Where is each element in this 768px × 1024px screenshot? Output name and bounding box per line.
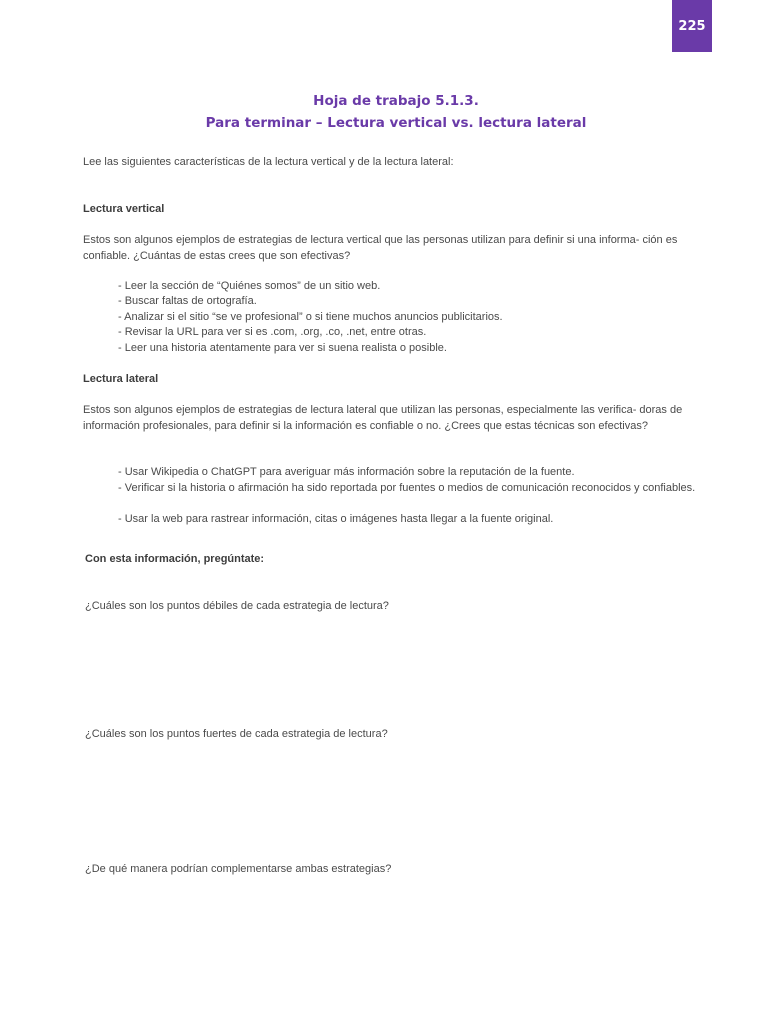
lateral-list-item: - Usar Wikipedia o ChatGPT para averiguar más información sobre la reputación de la fuente.: [118, 466, 575, 478]
lateral-list-item: - Verificar si la historia o afirmación ha sido reportada por fuentes o medios de comunicación reconocidos y confiables.: [118, 482, 696, 494]
vertical-list-item: - Buscar faltas de ortografía.: [118, 295, 257, 307]
vertical-heading: Lectura vertical: [83, 203, 165, 215]
vertical-list-item: - Leer una historia atentamente para ver si suena realista o posible.: [118, 342, 447, 354]
intro-text: Lee las siguientes características de la lectura vertical y de la lectura lateral:: [83, 156, 454, 168]
questions-heading: Con esta información, pregúntate:: [85, 553, 265, 565]
lateral-paragraph: Estos son algunos ejemplos de estrategias de lectura lateral que utilizan las personas, especialmente las verifica- doras de información profesionales, para definir si la información es confiable o no. ¿Crees que estas técnicas son efectivas?: [83, 404, 683, 432]
lateral-list-item: - Usar la web para rastrear información, citas o imágenes hasta llegar a la fuente original.: [118, 513, 554, 525]
vertical-paragraph: Estos son algunos ejemplos de estrategias de lectura vertical que las personas utilizan para definir si una informa- ción es confiable. ¿Cuántas de estas crees que son efectivas?: [83, 234, 678, 262]
vertical-list-item: - Revisar la URL para ver si es .com, .org, .co, .net, entre otras.: [118, 326, 427, 338]
question-weak-points: ¿Cuáles son los puntos débiles de cada estrategia de lectura?: [85, 600, 389, 612]
vertical-list-item: - Analizar si el sitio “se ve profesional” o si tiene muchos anuncios publicitarios.: [118, 311, 503, 323]
page-number-badge: 225: [672, 0, 712, 52]
question-strong-points: ¿Cuáles son los puntos fuertes de cada estrategia de lectura?: [85, 728, 388, 740]
worksheet-title: Hoja de trabajo 5.1.3.: [313, 93, 479, 109]
vertical-list-item: - Leer la sección de “Quiénes somos” de un sitio web.: [118, 280, 381, 292]
question-complement: ¿De qué manera podrían complementarse ambas estrategias?: [85, 863, 392, 875]
worksheet-subtitle: Para terminar – Lectura vertical vs. lectura lateral: [205, 115, 587, 131]
lateral-heading: Lectura lateral: [83, 373, 159, 385]
